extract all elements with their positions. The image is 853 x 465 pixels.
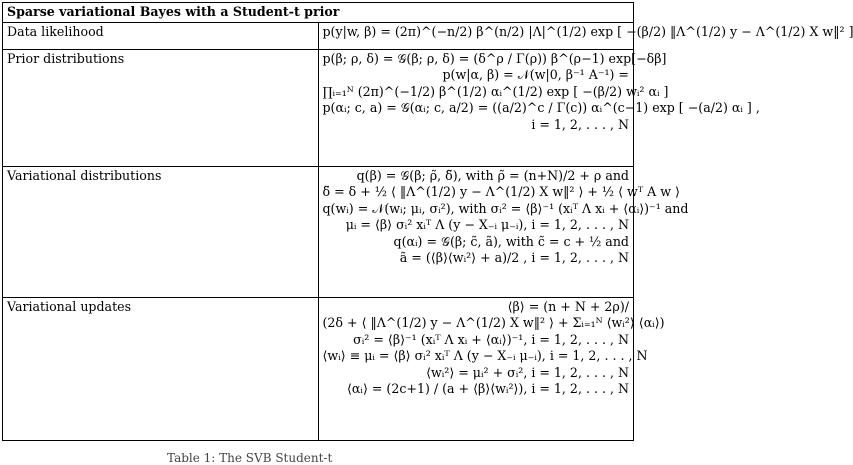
table-title: Sparse variational Bayes with a Student-t prior (3, 3, 634, 23)
equation-line: ∏ᵢ₌₁ᴺ (2π)^(−1/2) β^(1/2) αᵢ^(1/2) exp [ −(β/2) wᵢ² αᵢ ] (322, 83, 669, 99)
equation-line: μᵢ = ⟨β⟩ σᵢ² xᵢᵀ Λ (y − X₋ᵢ μ₋ᵢ), i = 1, 2, . . . , N (345, 217, 629, 233)
row-label: Variational updates (3, 298, 319, 441)
equation-cell (318, 167, 689, 298)
table-row (3, 23, 634, 50)
table-header-row (3, 3, 634, 23)
equation-line: q(wᵢ) = 𝒩(wᵢ; μᵢ, σᵢ²), with σᵢ² = ⟨β⟩⁻¹ (xᵢᵀ Λ xᵢ + ⟨αᵢ⟩)⁻¹ and (322, 200, 689, 216)
equation-line: (2δ + ⟨ ‖Λ^(1/2) y − Λ^(1/2) X w‖² ⟩ + Σᵢ₌₁ᴺ ⟨wᵢ²⟩ ⟨αᵢ⟩) (322, 315, 665, 331)
equation-line: σᵢ² = ⟨β⟩⁻¹ (xᵢᵀ Λ xᵢ + ⟨αᵢ⟩)⁻¹, i = 1, 2, . . . , N (353, 331, 629, 347)
table-row (3, 167, 634, 298)
equation-line: ⟨wᵢ²⟩ = μᵢ² + σᵢ², i = 1, 2, . . . , N (426, 364, 629, 380)
table-row (3, 50, 634, 167)
equation-line: ã = (⟨β⟩⟨wᵢ²⟩ + a)/2 , i = 1, 2, . . . , N (399, 250, 629, 266)
equation-line: ⟨wᵢ⟩ ≡ μᵢ = ⟨β⟩ σᵢ² xᵢᵀ Λ (y − X₋ᵢ μ₋ᵢ), i = 1, 2, . . . , N (322, 348, 648, 364)
equation-line: δ̃ = δ + ½ ⟨ ‖Λ^(1/2) y − Λ^(1/2) X w‖² ⟩ + ½ ⟨ wᵀ A w ⟩ (322, 184, 680, 200)
algorithm-table (2, 2, 853, 441)
row-label: Data likelihood (3, 23, 319, 50)
table-caption: Table 1: The SVB Student-t (167, 451, 333, 465)
equation-line: p(β; ρ, δ) = 𝒢(β; ρ, δ) = (δ^ρ / Γ(ρ)) β^(ρ−1) exp[−δβ] (322, 51, 667, 66)
row-label: Variational distributions (3, 167, 319, 298)
equation-cell (318, 23, 853, 50)
table-row (3, 298, 634, 441)
equation-line: ⟨β⟩ = (n + N + 2ρ)/ (507, 299, 629, 314)
equation-cell (318, 298, 665, 441)
row-label: Prior distributions (3, 50, 319, 167)
equation-line: p(αᵢ; c, a) = 𝒢(αᵢ; c, a/2) = ((a/2)^c / Γ(c)) αᵢ^(c−1) exp [ −(a/2) αᵢ ] , (322, 100, 760, 116)
equation-cell (318, 50, 760, 167)
equation-line: ⟨αᵢ⟩ = (2c+1) / (a + ⟨β⟩⟨wᵢ²⟩), i = 1, 2, . . . , N (347, 381, 629, 397)
equation-line: q(β) = 𝒢(β; ρ̃, δ̃), with ρ̃ = (n+N)/2 + ρ and (356, 168, 629, 183)
equation-line: q(αᵢ) = 𝒢(β; c̃, ã), with c̃ = c + ½ and (393, 233, 629, 249)
equation-line: i = 1, 2, . . . , N (531, 116, 629, 132)
equation-line: p(y|w, β) = (2π)^(−n/2) β^(n/2) |Λ|^(1/2) exp [ −(β/2) ‖Λ^(1/2) y − Λ^(1/2) X w‖² ] (322, 24, 853, 39)
equation-line: p(w|α, β) = 𝒩(w|0, β⁻¹ A⁻¹) = (442, 67, 629, 83)
